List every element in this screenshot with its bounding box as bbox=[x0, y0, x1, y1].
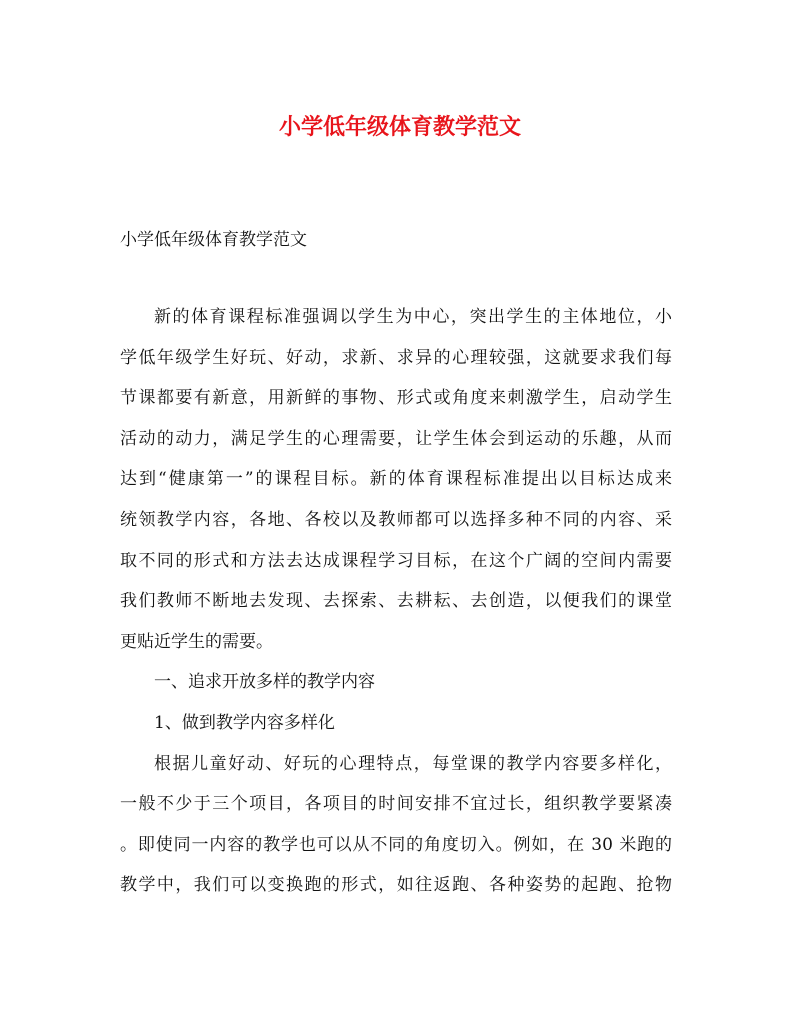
text-line: 节课都要有新意，用新鲜的事物、形式或角度来刺激学生，启动学生 bbox=[120, 388, 672, 409]
text-line: 统领教学内容，各地、各校以及教师都可以选择多种不同的内容、采 bbox=[120, 509, 672, 530]
text-line: 活动的动力，满足学生的心理需要，让学生体会到运动的乐趣，从而 bbox=[120, 428, 672, 449]
text-line: 一、追求开放多样的教学内容 bbox=[154, 672, 375, 693]
document-title: 小学低年级体育教学范文 bbox=[278, 114, 521, 140]
text-line: 更贴近学生的需要。 bbox=[120, 631, 273, 652]
text-line: 1、做到教学内容多样化 bbox=[154, 712, 335, 733]
text-line: 我们教师不断地去发现、去探索、去耕耘、去创造，以便我们的课堂 bbox=[120, 591, 672, 612]
text-line: 根据儿童好动、好玩的心理特点，每堂课的教学内容要多样化， bbox=[154, 753, 672, 774]
text-line: 取不同的形式和方法去达成课程学习目标，在这个广阔的空间内需要 bbox=[120, 550, 672, 571]
document-body bbox=[120, 305, 672, 914]
text-line: 教学中，我们可以变换跑的形式，如往返跑、各种姿势的起跑、抢物 bbox=[120, 875, 672, 896]
text-line: 新的体育课程标准强调以学生为中心，突出学生的主体地位，小 bbox=[154, 307, 672, 327]
text-line: 学低年级学生好玩、好动，求新、求异的心理较强，这就要求我们每 bbox=[120, 347, 672, 368]
text-line: 达到“健康第一”的课程目标。新的体育课程标准提出以目标达成来 bbox=[120, 469, 672, 490]
document-subtitle: 小学低年级体育教学范文 bbox=[120, 230, 307, 250]
text-line: 一般不少于三个项目，各项目的时间安排不宜过长，组织教学要紧凑 bbox=[120, 794, 672, 815]
text-line: 。即使同一内容的教学也可以从不同的角度切入。例如，在 30 米跑的 bbox=[120, 834, 672, 855]
